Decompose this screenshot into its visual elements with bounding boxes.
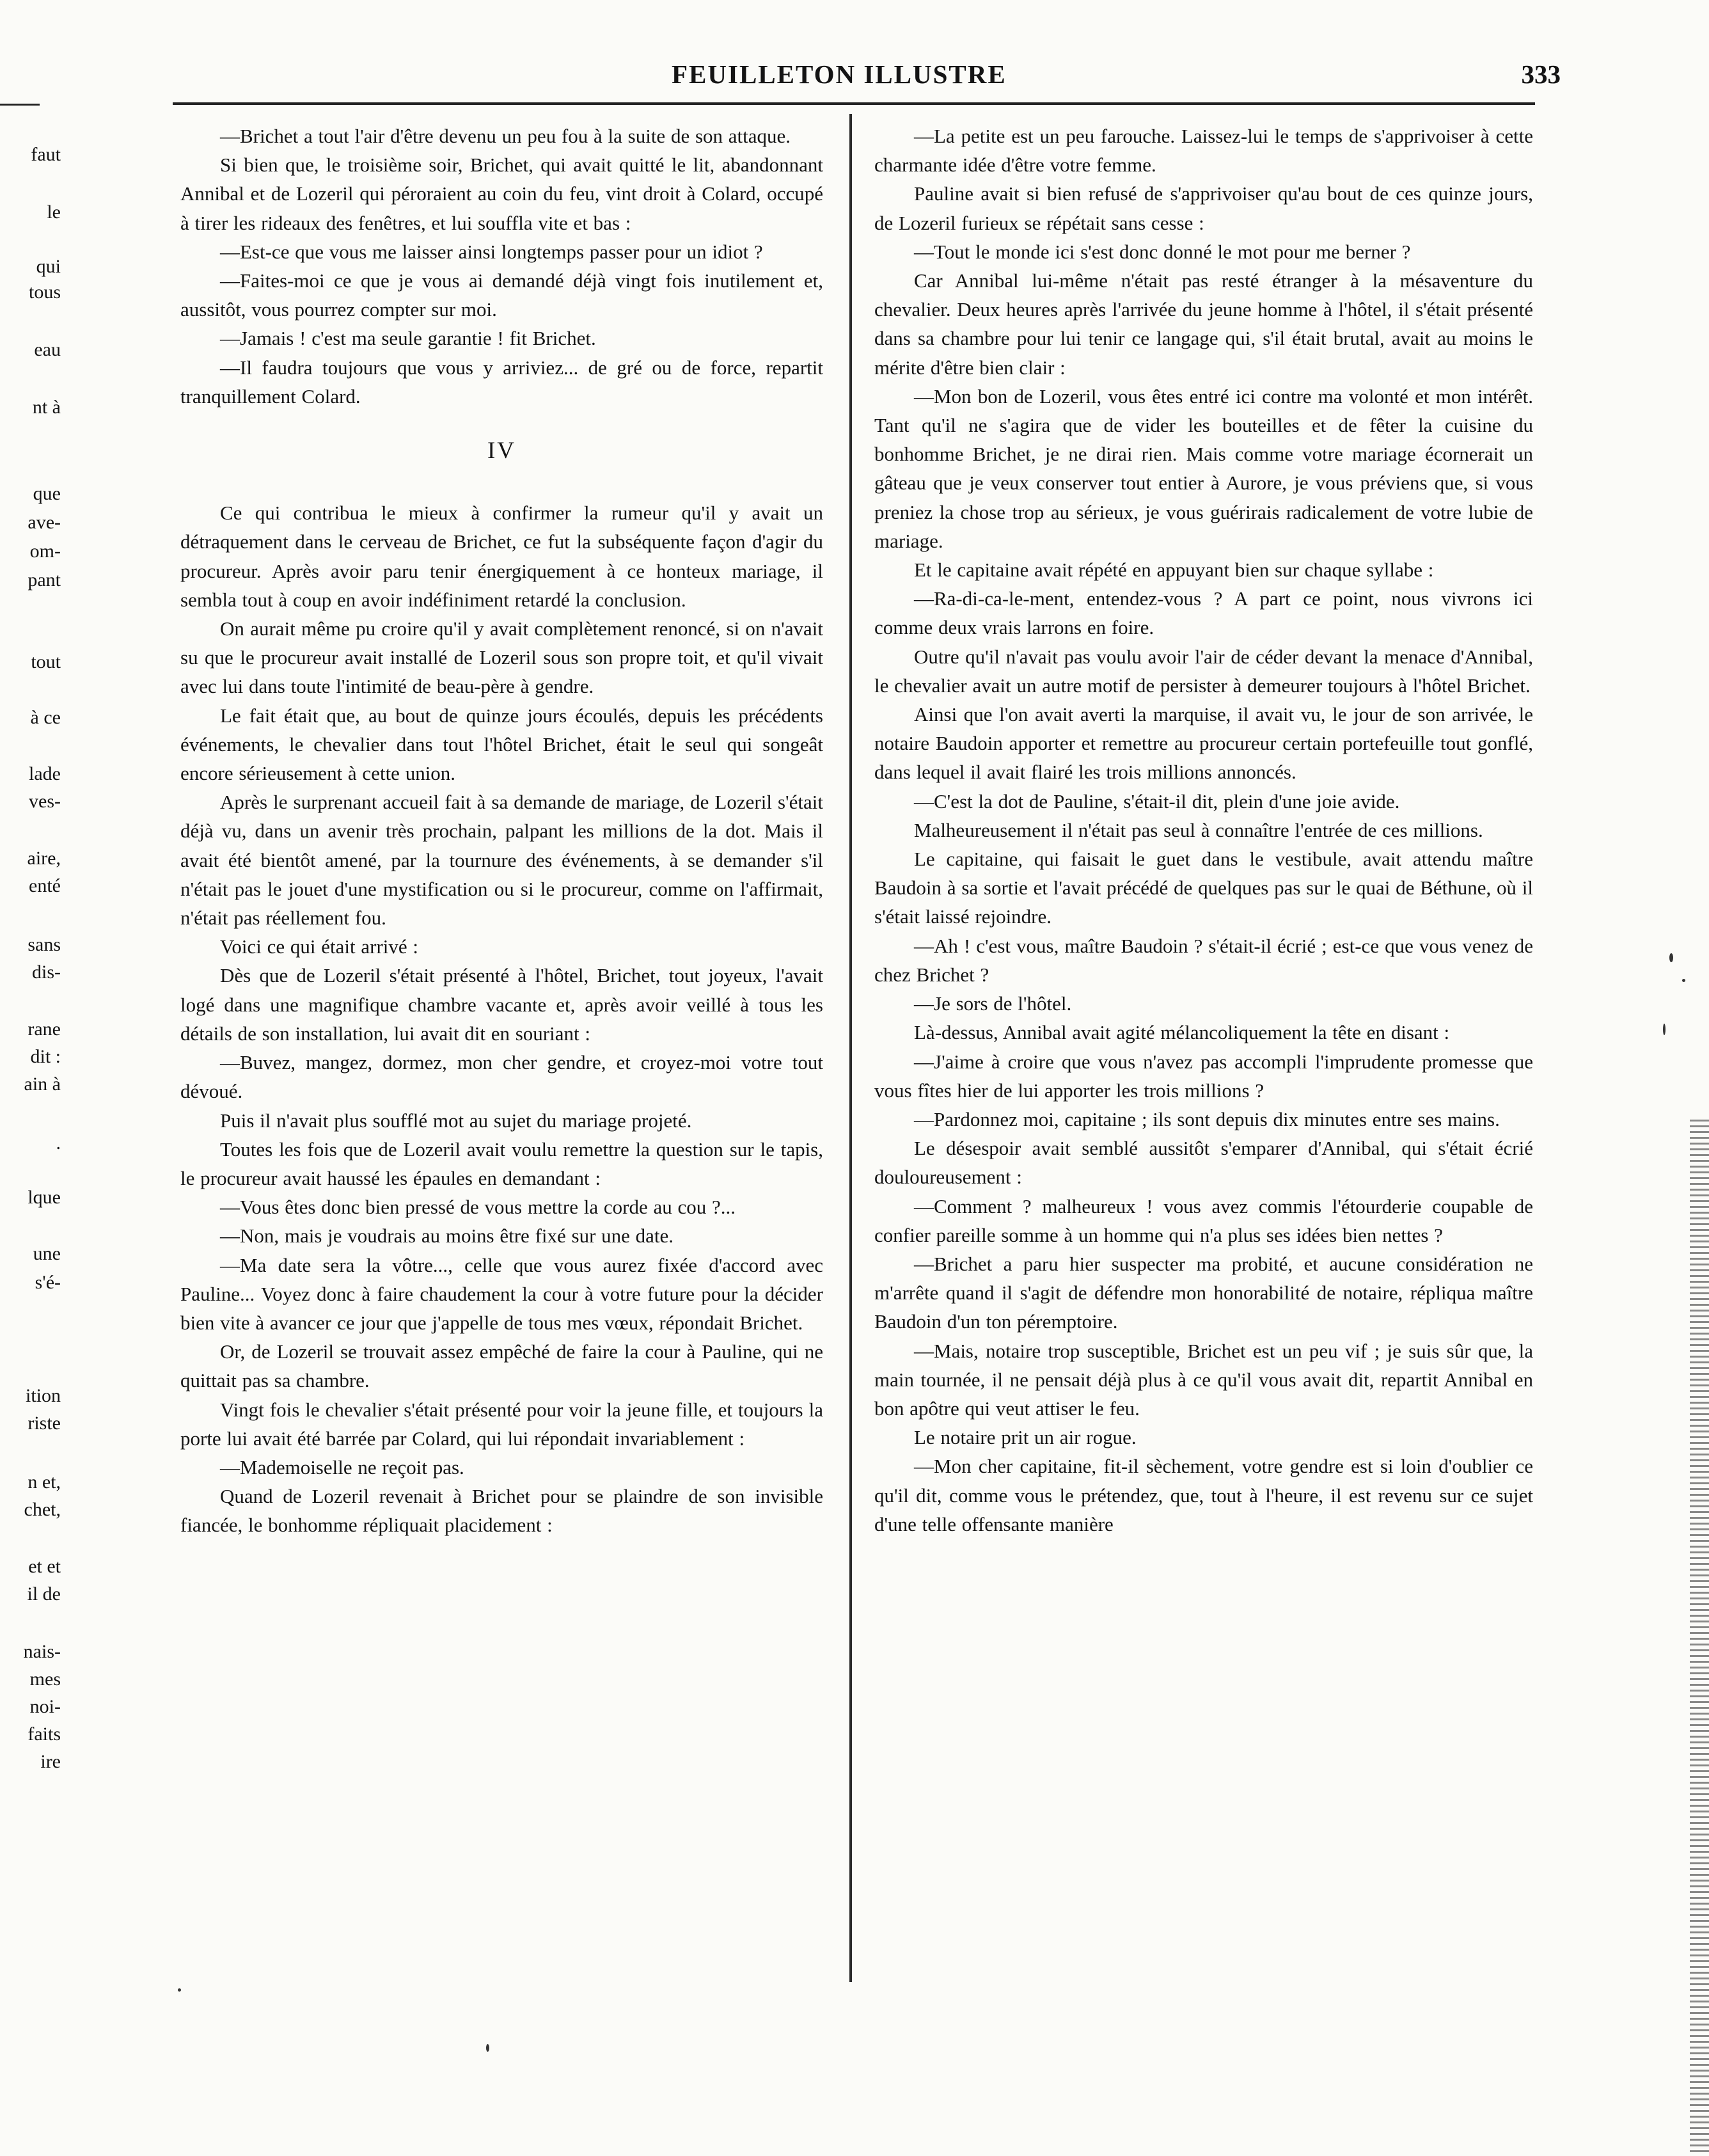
paragraph: Car Annibal lui-même n'était pas resté étranger à la mésaventure du chevalier. Deux heures après l'arrivée du jeune homme à l'hôtel, il s'était présenté dans sa chambre pour lui tenir ce langage qui, s'il était brutal, avait au moins le mérite d'être bien clair : bbox=[874, 269, 1533, 379]
paragraph: Pauline avait si bien refusé de s'apprivoiser qu'au bout de ces quinze jours, de Lozeril furieux se répétait sans cesse : bbox=[874, 182, 1533, 234]
chapter-heading: IV bbox=[487, 438, 517, 464]
margin-fragment: rane bbox=[28, 1019, 61, 1040]
margin-fragment: ition bbox=[25, 1385, 61, 1406]
paragraph: Or, de Lozeril se trouvait assez empêché de faire la cour à Pauline, qui ne quittait pas sa chambre. bbox=[180, 1340, 823, 1392]
margin-fragment: nt à bbox=[32, 397, 61, 418]
margin-fragment: ave- bbox=[28, 512, 61, 533]
margin-fragment: il de bbox=[27, 1583, 61, 1605]
margin-fragment: faits bbox=[28, 1724, 61, 1745]
paragraph: —La petite est un peu farouche. Laissez-lui le temps de s'apprivoiser à cette charmante idée d'être votre femme. bbox=[874, 125, 1533, 177]
margin-fragment: nais- bbox=[23, 1641, 61, 1662]
margin-fragment: mes bbox=[29, 1669, 61, 1690]
margin-fragment: que bbox=[33, 483, 61, 504]
paragraph: Là-dessus, Annibal avait agité mélancoliquement la tête en disant : bbox=[914, 1021, 1450, 1044]
paragraph: —Brichet a tout l'air d'être devenu un peu fou à la suite de son attaque. bbox=[220, 125, 791, 147]
paragraph: Le capitaine, qui faisait le guet dans le vestibule, avait attendu maître Baudoin à sa sortie et l'avait précédé de quelques pas sur le quai de Béthune, où il s'était laissé rejoindre. bbox=[874, 848, 1533, 928]
margin-fragment: chet, bbox=[24, 1499, 61, 1520]
margin-fragment: pant bbox=[28, 569, 61, 591]
paragraph: —Vous êtes donc bien pressé de vous mettre la corde au cou ?... bbox=[220, 1196, 736, 1219]
scan-speck bbox=[1682, 979, 1685, 982]
paragraph: Puis il n'avait plus soufflé mot au sujet du mariage projeté. bbox=[220, 1109, 692, 1132]
paragraph: —C'est la dot de Pauline, s'était-il dit, plein d'une joie avide. bbox=[914, 789, 1400, 812]
scan-speck bbox=[1669, 953, 1673, 962]
right-column-text bbox=[874, 122, 1533, 1539]
paragraph: —Mon bon de Lozeril, vous êtes entré ici contre ma volonté et mon intérêt. Tant qu'il ne s'agira que de vider les bouteilles et de fêter la cuisine du bonhomme Brichet, je ne dirai rien. Mais comme votre mariage écornerait un gâteau que je veux conserver tout entier à Aurore, je vous préviens que, si vous preniez la chose trop au sérieux, je vous guérirais radicalement de votre lubie de mariage. bbox=[874, 384, 1533, 552]
margin-rule-fragment bbox=[0, 104, 40, 106]
paragraph: —J'aime à croire que vous n'avez pas accompli l'imprudente promesse que vous fîtes hier de lui apporter les trois millions ? bbox=[874, 1050, 1533, 1102]
page-number: 333 bbox=[1521, 59, 1561, 89]
left-column-text-before-heading bbox=[180, 122, 823, 411]
margin-fragment: sans bbox=[28, 934, 61, 955]
paragraph: —Ma date sera la vôtre..., celle que vous aurez fixée d'accord avec Pauline... Voyez donc à faire chaudement la cour à votre future pour la décider bien vite à avancer ce jour que j'appelle de tous mes vœux, répondait Brichet. bbox=[180, 1253, 823, 1334]
paragraph: Le notaire prit un air rogue. bbox=[914, 1426, 1137, 1449]
paragraph: —Je sors de l'hôtel. bbox=[914, 992, 1072, 1015]
margin-fragment: dis- bbox=[32, 962, 61, 983]
margin-fragment: faut bbox=[31, 144, 61, 165]
header-rule bbox=[173, 102, 1535, 105]
paragraph: Si bien que, le troisième soir, Brichet, qui avait quitté le lit, abandonnant Annibal et de Lozeril qui péroraient au coin du feu, vint droit à Colard, occupé à tirer les rideaux des fenêtres, et lui souffla vite et bas : bbox=[180, 154, 823, 234]
scan-edge-noise bbox=[1690, 1120, 1709, 2156]
paragraph: Voici ce qui était arrivé : bbox=[220, 935, 419, 958]
margin-fragment: riste bbox=[28, 1413, 61, 1434]
margin-fragment: eau bbox=[34, 339, 61, 360]
paragraph: —Tout le monde ici s'est donc donné le mot pour me berner ? bbox=[914, 240, 1411, 263]
margin-fragment: lque bbox=[28, 1187, 61, 1208]
margin-fragment: qui bbox=[36, 256, 61, 277]
paragraph: —Faites-moi ce que je vous ai demandé déjà vingt fois inutilement et, aussitôt, vous pourrez compter sur moi. bbox=[180, 269, 823, 321]
paragraph: Et le capitaine avait répété en appuyant bien sur chaque syllabe : bbox=[914, 559, 1434, 582]
paragraph: On aurait même pu croire qu'il y avait complètement renoncé, si on n'avait su que le procureur avait installé de Lozeril sous son propre toit, et qu'il vivait avec lui dans toute l'intimité de beau-père à gendre. bbox=[180, 617, 823, 698]
paragraph: Malheureusement il n'était pas seul à connaître l'entrée de ces millions. bbox=[914, 818, 1483, 841]
paragraph: Toutes les fois que de Lozeril avait voulu remettre la question sur le tapis, le procureur avait haussé les épaules en demandant : bbox=[180, 1137, 823, 1189]
margin-fragment: enté bbox=[29, 875, 61, 896]
running-header bbox=[173, 59, 1561, 104]
paragraph: Vingt fois le chevalier s'était présenté pour voir la jeune fille, et toujours la porte lui avait été barrée par Colard, qui lui répondait invariablement : bbox=[180, 1398, 823, 1450]
paragraph: Outre qu'il n'avait pas voulu avoir l'air de céder devant la menace d'Annibal, le chevalier avait un autre motif de persister à demeurer toujours à l'hôtel Brichet. bbox=[874, 645, 1533, 697]
paragraph: —Jamais ! c'est ma seule garantie ! fit Brichet. bbox=[220, 327, 596, 350]
paragraph: —Non, mais je voudrais au moins être fixé sur une date. bbox=[220, 1225, 674, 1248]
paragraph: —Brichet a paru hier suspecter ma probité, et aucune considération ne m'arrête quand il s'agit de défendre mon honorabilité de notaire, répliqua maître Baudoin d'un ton péremptoire. bbox=[874, 1252, 1533, 1333]
margin-fragment: et et bbox=[28, 1556, 61, 1577]
paragraph: Quand de Lozeril revenait à Brichet pour se plaindre de son invisible fiancée, le bonhomme répliquait placidement : bbox=[180, 1485, 823, 1537]
margin-fragment: une bbox=[33, 1243, 61, 1264]
paragraph: —Buvez, mangez, dormez, mon cher gendre, et croyez-moi votre tout dévoué. bbox=[180, 1051, 823, 1103]
margin-fragment: noi- bbox=[29, 1696, 61, 1717]
paragraph: —Ra-di-ca-le-ment, entendez-vous ? A part ce point, nous vivrons ici comme deux vrais larrons en foire. bbox=[874, 587, 1533, 639]
margin-fragment: ire bbox=[40, 1751, 61, 1772]
paragraph: —Comment ? malheureux ! vous avez commis l'étourderie coupable de confier pareille somme à un homme qui n'a plus ses idées bien nettes ? bbox=[874, 1194, 1533, 1246]
margin-fragment: tout bbox=[31, 651, 61, 672]
margin-fragment: om- bbox=[29, 541, 61, 562]
margin-fragment: le bbox=[47, 202, 61, 223]
paragraph: Le fait était que, au bout de quinze jours écoulés, depuis les précédents événements, le chevalier dans tout l'hôtel Brichet, était le seul qui songeât encore sérieusement à cette union. bbox=[180, 704, 823, 785]
paragraph: —Mais, notaire trop susceptible, Brichet est un peu vif ; je suis sûr que, la main tournée, il ne pensait déjà plus à ce qu'il vous avait dit, repartit Annibal en bon apôtre qui veut attiser le feu. bbox=[874, 1339, 1533, 1420]
paragraph: Le désespoir avait semblé aussitôt s'emparer d'Annibal, qui s'était écrié douloureusement : bbox=[874, 1137, 1533, 1189]
margin-fragment: n et, bbox=[28, 1471, 61, 1493]
margin-fragment: s'é- bbox=[35, 1272, 61, 1293]
header-title: FEUILLETON ILLUSTRE bbox=[672, 59, 1007, 89]
left-column-text-after-heading bbox=[180, 498, 823, 1539]
right-column bbox=[874, 122, 1533, 1539]
scan-speck bbox=[1663, 1024, 1666, 1035]
paragraph: —Est-ce que vous me laisser ainsi longtemps passer pour un idiot ? bbox=[220, 240, 763, 263]
margin-fragment: dit : bbox=[30, 1046, 61, 1067]
margin-fragment: aire, bbox=[27, 848, 61, 869]
paragraph: Ainsi que l'on avait averti la marquise, il avait vu, le jour de son arrivée, le notaire Baudoin apporter et remettre au procureur certain portefeuille tout gonflé, dans lequel il avait flairé les trois millions annoncés. bbox=[874, 703, 1533, 784]
margin-fragment: ain à bbox=[24, 1074, 61, 1095]
column-divider bbox=[849, 114, 852, 1982]
paragraph: —Pardonnez moi, capitaine ; ils sont depuis dix minutes entre ses mains. bbox=[914, 1107, 1500, 1130]
margin-fragment: ves- bbox=[29, 791, 61, 812]
margin-fragment: à ce bbox=[30, 707, 61, 728]
margin-fragment: lade bbox=[29, 763, 61, 784]
left-column bbox=[180, 122, 823, 1540]
margin-fragment: . bbox=[56, 1132, 61, 1153]
paragraph: —Ah ! c'est vous, maître Baudoin ? s'était-il écrié ; est-ce que vous venez de chez Brichet ? bbox=[874, 934, 1533, 986]
paragraph: —Mon cher capitaine, fit-il sèchement, votre gendre est si loin d'oublier ce qu'il dit, comme vous le prétendez, que, tout à l'heure, il est revenu sur ce sujet d'une telle offensante manière bbox=[874, 1455, 1533, 1535]
scan-speck bbox=[178, 1988, 181, 1992]
margin-fragment: tous bbox=[28, 281, 61, 303]
paragraph: —Mademoiselle ne reçoit pas. bbox=[220, 1455, 464, 1478]
paragraph: —Il faudra toujours que vous y arriviez... de gré ou de force, repartit tranquillement Colard. bbox=[180, 356, 823, 408]
paragraph: Dès que de Lozeril s'était présenté à l'hôtel, Brichet, tout joyeux, l'avait logé dans une magnifique chambre vacante et, après avoir veillé à tous les détails de son installation, lui avait dit en souriant : bbox=[180, 964, 823, 1045]
scan-speck bbox=[486, 2044, 489, 2052]
paragraph: Après le surprenant accueil fait à sa demande de mariage, de Lozeril s'était déjà vu, dans un avenir très prochain, palpant les millions de la dot. Mais il avait été bientôt amené, par la tournure des événements, à se demander s'il n'était pas le jouet d'une mystification ou si le procureur, comme on l'affirmait, n'était pas réellement fou. bbox=[180, 791, 823, 930]
paragraph: Ce qui contribua le mieux à confirmer la rumeur qu'il y avait un détraquement dans le cerveau de Brichet, ce fut la subséquente façon d'agir du procureur. Après avoir paru tenir énergiquement à ce honteux mariage, il sembla tout à coup en avoir indéfiniment retardé la conclusion. bbox=[180, 502, 823, 611]
